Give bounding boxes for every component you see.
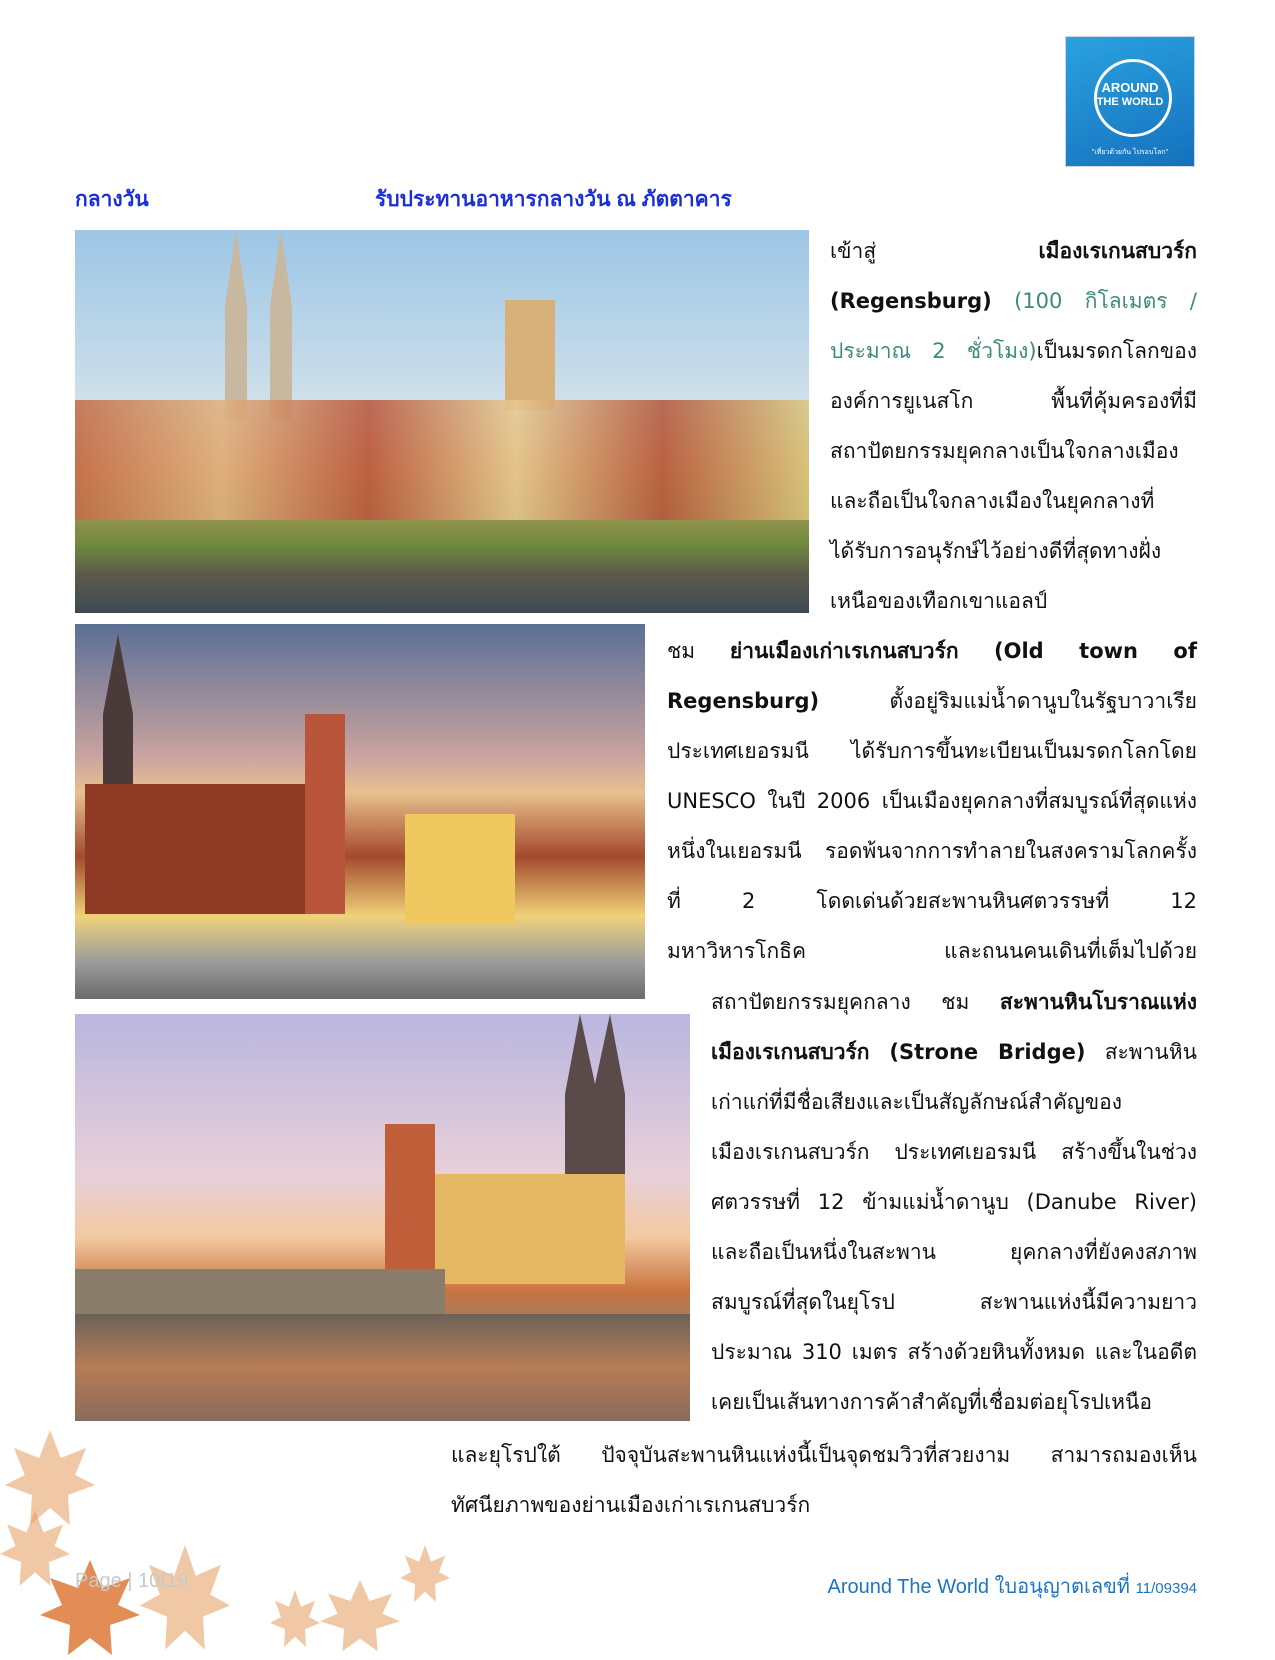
body-text: หนึ่งในเยอรมนี รอดพ้นจากการทำลายในสงครามโลกครั้ง <box>667 839 1197 863</box>
body-text: เคยเป็นเส้นทางการค้าสำคัญที่เชื่อมต่อยุโรปเหนือ <box>711 1390 1152 1414</box>
maple-leaf-decoration <box>400 1545 450 1605</box>
body-text: เหนือของเทือกเขาแอลป์ <box>830 589 1048 613</box>
text-line <box>830 226 1197 276</box>
text-line <box>667 676 1197 726</box>
text-line <box>830 576 1197 626</box>
text-line <box>830 376 1197 426</box>
text-line <box>830 476 1197 526</box>
body-text: ทัศนียภาพของย่านเมืองเก่าเรเกนสบวร์ก <box>451 1493 811 1517</box>
license-label: ใบอนุญาตเลขที่ <box>994 1576 1130 1598</box>
time-label: กลางวัน <box>75 188 149 211</box>
text-line <box>830 526 1197 576</box>
body-text: และถือเป็นใจกลางเมืองในยุคกลางที่ <box>830 489 1155 513</box>
highlight-text: ย่านเมืองเก่าเรเกนสบวร์ก (Old town of <box>729 639 1197 663</box>
body-text: เข้าสู่ <box>830 239 1039 263</box>
body-text: สถาปัตยกรรมยุคกลาง ชม <box>711 990 1000 1014</box>
body-text: องค์การยูเนสโก พื้นที่คุ้มครองที่มี <box>830 389 1197 413</box>
body-text: (100 กิโลเมตร / <box>991 289 1197 313</box>
body-text: มหาวิหารโกธิค และถนนคนเดินที่เต็มไปด้วย <box>667 939 1197 963</box>
maple-leaf-decoration <box>5 1430 95 1530</box>
body-text: เมืองเรเกนสบวร์ก ประเทศเยอรมนี สร้างขึ้นในช่วง <box>711 1140 1197 1164</box>
text-line <box>451 1480 1197 1530</box>
text-line <box>830 276 1197 326</box>
license-number: 11/09394 <box>1135 1580 1197 1597</box>
body-text: ได้รับการอนุรักษ์ไว้อย่างดีที่สุดทางฝั่ง <box>830 539 1162 563</box>
text-line <box>667 926 1197 976</box>
body-text: สมบูรณ์ที่สุดในยุโรป สะพานแห่งนี้มีความยาว <box>711 1290 1197 1314</box>
maple-leaf-decoration <box>270 1590 320 1650</box>
logo-tagline: "เที่ยวด้วยกัน ไปรอบโลก" <box>1091 149 1169 156</box>
text-line <box>711 1227 1197 1277</box>
text-line <box>667 726 1197 776</box>
text-line <box>711 1377 1197 1427</box>
text-line <box>711 1027 1197 1077</box>
logo-text: AROUND THE WORLD <box>1096 80 1164 108</box>
footer-license <box>783 1570 1197 1602</box>
body-text: และยุโรปใต้ ปัจจุบันสะพานหินแห่งนี้เป็นจุดชมวิวที่สวยงาม สามารถมองเห็น <box>451 1443 1197 1467</box>
body-text: ประมาณ 2 ชั่วโมง) <box>830 339 1037 363</box>
text-line <box>830 426 1197 476</box>
page-number: Page | 10/19 <box>75 1570 189 1592</box>
highlight-text: (Regensburg) <box>830 289 992 313</box>
body-text: ชม <box>667 639 730 663</box>
body-text: ตั้งอยู่ริมแม่น้ำดานูบในรัฐบาวาเรีย <box>819 689 1197 713</box>
body-text: และถือเป็นหนึ่งในสะพาน ยุคกลางที่ยังคงสภาพ <box>711 1240 1197 1264</box>
brand-name: Around The World <box>827 1576 990 1598</box>
highlight-text: เมืองเรเกนสบวร์ก <box>1038 239 1197 263</box>
stone-bridge-photo <box>75 1014 690 1421</box>
regensburg-cityscape-photo <box>75 230 809 613</box>
text-line <box>667 826 1197 876</box>
activity-label: รับประทานอาหารกลางวัน ณ ภัตตาคาร <box>375 188 732 211</box>
body-text: เป็นมรดกโลกของ <box>1036 339 1197 363</box>
text-line <box>667 776 1197 826</box>
highlight-text: เมืองเรเกนสบวร์ก (Strone Bridge) <box>711 1040 1086 1064</box>
text-line <box>711 977 1197 1027</box>
maple-leaf-decoration <box>0 1510 70 1590</box>
body-text: UNESCO ในปี 2006 เป็นเมืองยุคกลางที่สมบูรณ์ที่สุดแห่ง <box>667 789 1197 813</box>
highlight-text: สะพานหินโบราณแห่ง <box>999 990 1197 1014</box>
text-line <box>711 1277 1197 1327</box>
text-line <box>451 1430 1197 1480</box>
maple-leaf-decoration <box>320 1580 400 1655</box>
body-text: ศตวรรษที่ 12 ข้ามแม่น้ำดานูบ (Danube River) <box>711 1190 1197 1214</box>
text-line <box>711 1127 1197 1177</box>
body-text: ที่ 2 โดดเด่นด้วยสะพานหินศตวรรษที่ 12 <box>667 889 1197 913</box>
body-text: เก่าแก่ที่มีชื่อเสียงและเป็นสัญลักษณ์สำคัญของ <box>711 1090 1122 1114</box>
text-line <box>667 626 1197 676</box>
text-line <box>711 1327 1197 1377</box>
body-text: ประมาณ 310 เมตร สร้างด้วยหินทั้งหมด และในอดีต <box>711 1340 1197 1364</box>
body-text: สะพานหิน <box>1085 1040 1197 1064</box>
highlight-text: Regensburg) <box>667 689 820 713</box>
text-line <box>667 876 1197 926</box>
body-text: สถาปัตยกรรมยุคกลางเป็นใจกลางเมือง <box>830 439 1179 463</box>
maple-leaf-decoration <box>140 1545 230 1655</box>
body-text: ประเทศเยอรมนี ได้รับการขึ้นทะเบียนเป็นมรดกโลกโดย <box>667 739 1197 763</box>
old-town-bridge-gate-photo <box>75 624 645 999</box>
text-line <box>830 326 1197 376</box>
company-logo <box>1065 36 1195 167</box>
text-line <box>711 1177 1197 1227</box>
text-line <box>711 1077 1197 1127</box>
